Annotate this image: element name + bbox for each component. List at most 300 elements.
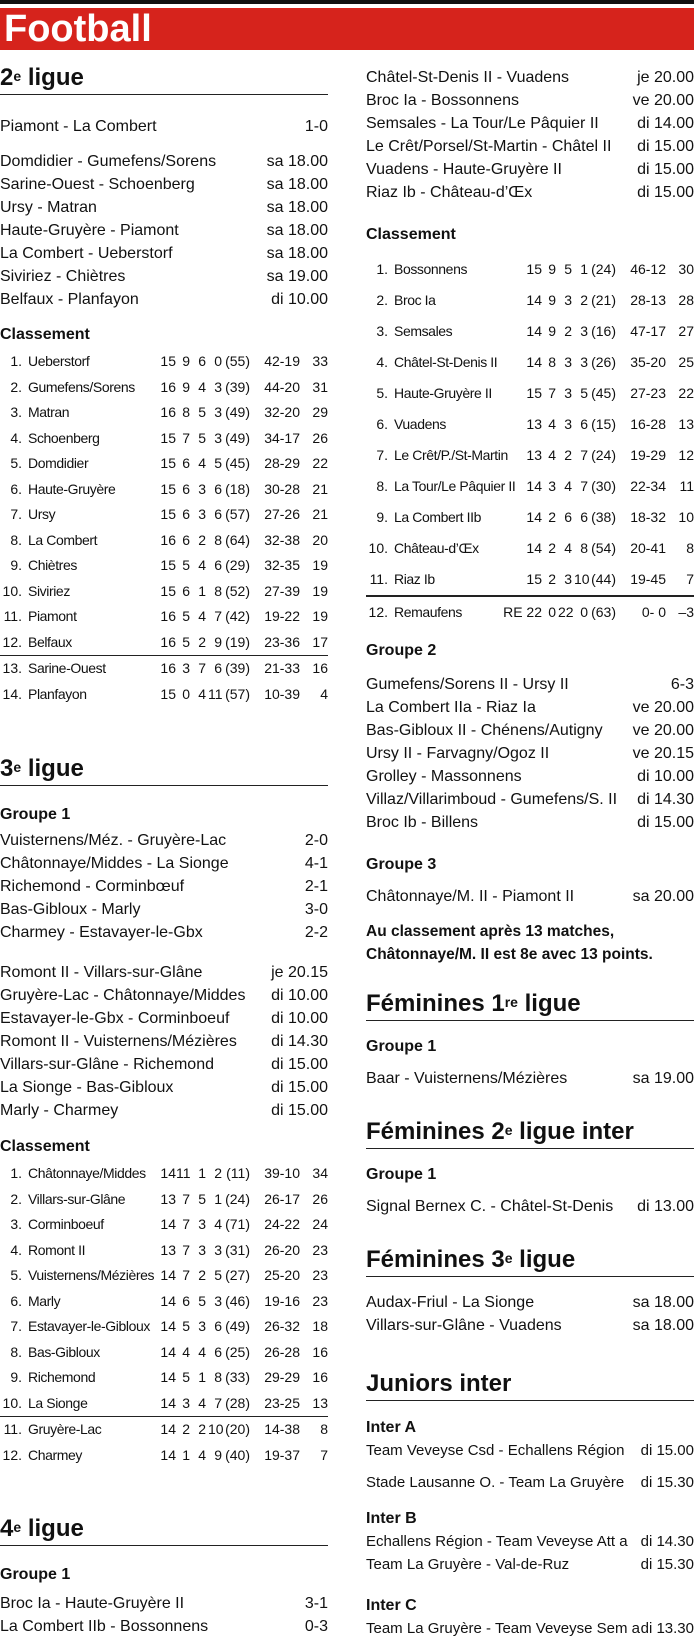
standings-l: 8	[580, 540, 588, 556]
standings-goals: 26-32	[264, 1318, 300, 1334]
juniors-c-fixtures	[366, 1617, 694, 1640]
standings-pts: 16	[312, 660, 328, 676]
match-teams: Audax-Friul - La Sionge	[366, 1294, 535, 1311]
match-value: 6-3	[670, 676, 694, 693]
standings-pen: (26)	[591, 354, 616, 370]
standings-team: Gumefens/Sorens	[28, 378, 135, 395]
ligue4-results	[0, 1592, 328, 1638]
standings-pen: (24)	[225, 1190, 250, 1207]
standings-d: 3	[564, 571, 572, 587]
standings-row	[366, 533, 694, 564]
standings-pen: (40)	[225, 1446, 250, 1463]
match-row	[366, 112, 694, 135]
standings-p: 14	[160, 1165, 176, 1181]
juniors-a-fixtures	[366, 1439, 694, 1494]
standings-row	[0, 682, 328, 708]
standings-w: 4	[548, 447, 556, 463]
standings-n: 7.	[10, 1318, 22, 1334]
match-teams: Grolley - Massonnens	[366, 768, 522, 785]
match-row	[366, 181, 694, 204]
standings-p: 14	[526, 478, 542, 494]
standings-pts: 27	[678, 323, 694, 339]
match-teams: Bas-Gibloux II - Chénens/Autigny	[366, 722, 603, 739]
match-value: ve 20.00	[632, 722, 694, 739]
standings-p: 14	[160, 1267, 176, 1283]
standings-l: 10	[574, 571, 590, 587]
standings-goals: 21-33	[264, 660, 300, 676]
standings-team: La Tour/Le Pâquier II	[394, 478, 516, 494]
standings-team: La Sionge	[28, 1394, 88, 1411]
standings-w: 7	[182, 1267, 190, 1283]
standings-pts: 19	[312, 582, 328, 599]
match-value: di 15.00	[271, 1102, 328, 1119]
standings-goals: 32-20	[264, 404, 300, 420]
match-row	[366, 1314, 694, 1337]
match-row	[0, 1099, 328, 1122]
standings-goals: 47-17	[630, 323, 666, 339]
ligue2-classement-label: Classement	[0, 326, 90, 343]
standings-pen: (57)	[225, 685, 250, 702]
standings-n: 12.	[2, 633, 22, 650]
standings-l: 5	[214, 1267, 222, 1283]
match-row	[0, 898, 328, 921]
standings-team: Château-d’Œx	[394, 540, 479, 556]
standings-n: 3.	[10, 1216, 22, 1232]
standings-row	[366, 254, 694, 285]
standings-row	[366, 502, 694, 533]
standings-team: La Combert	[28, 531, 98, 548]
standings-w: 6	[182, 455, 190, 471]
standings-n: 1.	[10, 1165, 22, 1181]
match-value: ve 20.15	[632, 745, 694, 762]
standings-w: 5	[182, 1318, 190, 1334]
standings-p: 15	[160, 480, 176, 497]
standings-pts: 24	[312, 1216, 328, 1232]
heading-juniors-inter: Juniors inter	[366, 1370, 694, 1401]
standings-pen: (11)	[226, 1165, 250, 1181]
standings-team: Le Crêt/P./St-Martin	[394, 447, 508, 463]
standings-pts: 13	[312, 1394, 328, 1411]
juniors-inter-a: Inter A	[366, 1419, 417, 1436]
standings-team: Ursy	[28, 506, 56, 522]
standings-l: 1	[214, 1190, 222, 1207]
standings-l: 6	[214, 660, 222, 676]
standings-w: 9	[548, 323, 556, 339]
standings-n: 8.	[10, 531, 22, 548]
match-row	[0, 1030, 328, 1053]
standings-d: 4	[198, 378, 206, 395]
standings-n: 5.	[10, 455, 22, 471]
standings-d: 4	[198, 1446, 206, 1463]
match-teams: Semsales - La Tour/Le Pâquier II	[366, 115, 599, 132]
match-value: 3-0	[304, 901, 328, 918]
standings-goals: 20-41	[630, 540, 666, 556]
note-line-2: Châtonnaye/M. II est 8e avec 13 points.	[366, 946, 653, 963]
match-value: di 15.30	[640, 1556, 694, 1573]
standings-goals: 35-20	[630, 354, 666, 370]
standings-row	[0, 630, 328, 657]
standings-pts: 7	[320, 1446, 328, 1463]
standings-p: 15	[160, 455, 176, 471]
match-value: sa 18.00	[266, 245, 328, 262]
standings-pen: (45)	[591, 385, 616, 401]
standings-goals: 34-17	[264, 429, 300, 446]
match-teams: Villars-sur-Glâne - Richemond	[0, 1056, 214, 1073]
match-row	[0, 852, 328, 875]
standings-p: 13	[526, 447, 542, 463]
match-row	[366, 1195, 694, 1218]
match-value: sa 18.00	[266, 222, 328, 239]
standings-d: 3	[198, 1216, 206, 1232]
standings-pts: 19	[312, 557, 328, 573]
standings-team: Semsales	[394, 323, 453, 339]
standings-n: 12.	[2, 1446, 22, 1463]
standings-p: 14	[160, 1394, 176, 1411]
standings-pts: 7	[686, 571, 694, 587]
standings-d: 4	[198, 1343, 206, 1360]
standings-row	[0, 553, 328, 579]
standings-n: 1.	[376, 261, 388, 277]
standings-pen: (30)	[591, 478, 616, 494]
standings-p: 13	[526, 416, 542, 432]
standings-n: 8.	[376, 478, 388, 494]
match-teams: Châtonnaye/M. II - Piamont II	[366, 888, 575, 905]
standings-goals: 16-28	[630, 416, 666, 432]
standings-n: 11.	[3, 1421, 22, 1437]
standings-w: 5	[182, 608, 190, 624]
match-row	[366, 696, 694, 719]
standings-n: 6.	[10, 480, 22, 497]
standings-l: 0	[214, 353, 222, 369]
match-row	[366, 885, 694, 908]
standings-n: 10.	[2, 1394, 22, 1411]
standings-team: Ueberstorf	[28, 353, 90, 369]
match-value: 0-3	[304, 1618, 328, 1635]
match-row	[366, 788, 694, 811]
match-teams: Le Crêt/Porsel/St-Martin - Châtel II	[366, 138, 612, 155]
heading-4e-ligue: 4e ligue	[0, 1515, 328, 1546]
standings-l: 3	[214, 378, 222, 395]
standings-goals: 26-20	[264, 1241, 300, 1258]
standings-row	[366, 316, 694, 347]
standings-d: 1	[198, 582, 206, 599]
match-row	[0, 829, 328, 852]
standings-n: 2.	[376, 292, 388, 308]
standings-goals: 32-35	[264, 557, 300, 573]
standings-pen: (39)	[225, 378, 250, 395]
match-teams: Riaz Ib - Château-d’Œx	[366, 184, 533, 201]
standings-row	[0, 502, 328, 528]
ligue4-g3-note	[366, 920, 694, 966]
ligue4-classement-label: Classement	[366, 226, 456, 243]
ligue3-standings	[0, 1161, 328, 1468]
standings-team: Schoenberg	[28, 429, 100, 446]
standings-pen: (19)	[225, 633, 250, 650]
standings-p: 15	[526, 571, 542, 587]
standings-w: 8	[182, 404, 190, 420]
standings-goals: 27-23	[630, 385, 666, 401]
standings-w: 1	[182, 1446, 190, 1463]
standings-n: 5.	[376, 385, 388, 401]
standings-team: Charmey	[28, 1446, 82, 1463]
standings-goals: 26-17	[264, 1190, 300, 1207]
standings-pts: 8	[686, 540, 694, 556]
standings-d: 2	[564, 323, 572, 339]
ligue3-groupe: Groupe 1	[0, 806, 71, 823]
ligue4-fixtures	[366, 66, 694, 204]
standings-w: 11	[176, 1165, 191, 1181]
standings-row	[0, 604, 328, 630]
standings-p: 16	[160, 378, 176, 395]
match-teams: Team La Gruyère - Team Veveyse Sem a	[366, 1620, 641, 1637]
standings-team: Vuadens	[394, 416, 446, 432]
match-teams: Gruyère-Lac - Châtonnaye/Middes	[0, 987, 246, 1004]
standings-d: 4	[198, 608, 206, 624]
standings-pen: (44)	[591, 571, 616, 587]
heading-feminines-3e: Féminines 3e ligue	[366, 1246, 694, 1277]
standings-team: Sarine-Ouest	[28, 660, 106, 676]
standings-p: 14	[160, 1343, 176, 1360]
match-row	[366, 1530, 694, 1553]
match-row	[366, 673, 694, 696]
match-value: di 13.30	[640, 1620, 694, 1637]
standings-pts: 22	[312, 455, 328, 471]
ligue4-g2-fixtures	[366, 696, 694, 834]
standings-n: 14.	[2, 685, 22, 702]
match-row	[366, 158, 694, 181]
match-teams: La Sionge - Bas-Gibloux	[0, 1079, 174, 1096]
standings-row	[0, 528, 328, 554]
fem2-fixtures	[366, 1195, 694, 1218]
standings-pen: (57)	[225, 506, 250, 522]
match-value: je 20.15	[271, 964, 328, 981]
standings-team: Haute-Gruyère II	[394, 385, 492, 401]
standings-d: 2	[198, 531, 206, 548]
standings-team: Romont II	[28, 1241, 86, 1258]
match-teams: Bas-Gibloux - Marly	[0, 901, 141, 918]
standings-l: 7	[214, 1394, 222, 1411]
match-value: di 10.00	[271, 987, 328, 1004]
match-value: 2-1	[304, 878, 328, 895]
standings-pts: 29	[312, 404, 328, 420]
standings-pts: 33	[312, 353, 328, 369]
match-teams: Stade Lausanne O. - Team La Gruyère	[366, 1474, 625, 1491]
standings-goals: 44-20	[264, 378, 300, 395]
standings-n: 10.	[368, 540, 388, 556]
standings-pts: 21	[312, 506, 328, 522]
match-value: sa 18.00	[632, 1294, 694, 1311]
standings-l: 3	[214, 404, 222, 420]
standings-d: 3	[198, 480, 206, 497]
standings-team: Remaufens	[394, 604, 462, 620]
standings-p: 16	[160, 404, 176, 420]
standings-row	[0, 400, 328, 426]
standings-team: Matran	[28, 404, 70, 420]
standings-pts: 34	[312, 1165, 328, 1181]
standings-n: 11.	[3, 608, 22, 624]
standings-l: 7	[580, 478, 588, 494]
standings-w: 9	[548, 261, 556, 277]
standings-l: 6	[214, 557, 222, 573]
standings-l: 1	[580, 261, 588, 277]
standings-l: 11	[208, 685, 223, 702]
match-row	[0, 288, 328, 311]
fem1-fixtures	[366, 1067, 694, 1090]
standings-team: Riaz Ib	[394, 571, 435, 587]
standings-n: 10.	[2, 582, 22, 599]
standings-d: 7	[198, 660, 206, 676]
standings-pen: (24)	[591, 261, 616, 277]
standings-n: 6.	[376, 416, 388, 432]
standings-d: 5	[564, 261, 572, 277]
standings-l: 0	[580, 604, 588, 620]
standings-n: 3.	[376, 323, 388, 339]
standings-goals: 19-16	[264, 1292, 300, 1309]
match-value: 1-0	[304, 118, 328, 135]
match-row	[366, 719, 694, 742]
standings-pen: (38)	[591, 509, 616, 525]
standings-pen: (46)	[225, 1292, 250, 1309]
match-teams: Villars-sur-Glâne - Vuadens	[366, 1317, 562, 1334]
top-rule	[0, 0, 694, 4]
standings-team: Broc Ia	[394, 292, 436, 308]
standings-team: Planfayon	[28, 685, 87, 702]
ligue4-g2-results	[366, 673, 694, 696]
match-row	[0, 1053, 328, 1076]
standings-team: Belfaux	[28, 633, 72, 650]
standings-p: 14	[526, 509, 542, 525]
standings-w: 3	[182, 1394, 190, 1411]
standings-d: 3	[564, 292, 572, 308]
standings-team: Gruyère-Lac	[28, 1421, 102, 1437]
match-teams: Piamont - La Combert	[0, 118, 157, 135]
standings-pen: (31)	[225, 1241, 250, 1258]
standings-w: 7	[182, 1241, 190, 1258]
standings-w: 0	[548, 604, 556, 620]
match-value: sa 18.00	[632, 1317, 694, 1334]
standings-w: 3	[548, 478, 556, 494]
standings-l: 4	[214, 1216, 222, 1232]
standings-l: 2	[580, 292, 588, 308]
match-row	[0, 1592, 328, 1615]
standings-pen: (64)	[225, 531, 250, 548]
standings-p: 14	[526, 354, 542, 370]
juniors-inter-c: Inter C	[366, 1597, 417, 1614]
standings-row	[0, 1314, 328, 1340]
match-teams: Marly - Charmey	[0, 1102, 119, 1119]
standings-l: 8	[214, 582, 222, 599]
standings-d: 3	[564, 385, 572, 401]
ligue4-standings	[366, 254, 694, 628]
ligue2-standings	[0, 349, 328, 707]
banner-title: Football	[4, 8, 152, 50]
standings-n: 11.	[369, 571, 388, 587]
match-teams: Broc Ia - Haute-Gruyère II	[0, 1595, 185, 1612]
standings-w: 4	[548, 416, 556, 432]
standings-n: 7.	[376, 447, 388, 463]
standings-team: Châtel-St-Denis II	[394, 354, 498, 370]
standings-pen: (27)	[225, 1267, 250, 1283]
standings-d: 3	[198, 1241, 206, 1258]
match-teams: Ursy - Matran	[0, 199, 97, 216]
standings-goals: 23-25	[264, 1394, 300, 1411]
standings-pen: (18)	[225, 480, 250, 497]
heading-feminines-1re: Féminines 1re ligue	[366, 990, 694, 1021]
standings-pts: 11	[679, 478, 694, 494]
standings-p: 14	[526, 540, 542, 556]
standings-pts: 23	[312, 1267, 328, 1283]
standings-l: 6	[214, 480, 222, 497]
standings-p: 15	[160, 506, 176, 522]
standings-n: 9.	[376, 509, 388, 525]
standings-row	[366, 378, 694, 409]
standings-goals: 46-12	[630, 261, 666, 277]
match-teams: La Combert IIb - Bossonnens	[0, 1618, 209, 1635]
match-row	[0, 961, 328, 984]
match-teams: Ursy II - Farvagny/Ogoz II	[366, 745, 550, 762]
standings-pts: 30	[678, 261, 694, 277]
match-row	[366, 66, 694, 89]
juniors-b-fixtures	[366, 1530, 694, 1576]
standings-w: 9	[548, 292, 556, 308]
standings-pen: (16)	[591, 323, 616, 339]
heading-2e-ligue: 2e ligue	[0, 64, 328, 95]
match-value: sa 18.00	[266, 199, 328, 216]
standings-d: 4	[564, 478, 572, 494]
match-teams: Belfaux - Planfayon	[0, 291, 139, 308]
standings-pen: (24)	[591, 447, 616, 463]
standings-d: 2	[198, 1267, 206, 1283]
standings-pts: 28	[678, 292, 694, 308]
standings-w: 6	[182, 506, 190, 522]
match-row	[0, 219, 328, 242]
standings-p: 15	[160, 685, 176, 702]
standings-row	[0, 451, 328, 477]
standings-row	[0, 1340, 328, 1366]
standings-pen: (49)	[225, 404, 250, 420]
standings-pen: (54)	[591, 540, 616, 556]
standings-goals: 10-39	[264, 685, 300, 702]
match-row	[0, 1007, 328, 1030]
standings-team: Vuisternens/Mézières	[28, 1267, 155, 1283]
standings-p: 15	[160, 582, 176, 599]
standings-row	[0, 1161, 328, 1187]
standings-l: 6	[214, 506, 222, 522]
standings-team: Chiètres	[28, 557, 77, 573]
match-value: sa 18.00	[266, 176, 328, 193]
match-teams: Domdidier - Gumefens/Sorens	[0, 153, 217, 170]
standings-goals: 27-39	[264, 582, 300, 599]
match-row	[366, 1291, 694, 1314]
match-teams: Romont II - Villars-sur-Glâne	[0, 964, 203, 981]
standings-row	[0, 1443, 328, 1469]
standings-row	[0, 1187, 328, 1213]
ligue4-groupe2: Groupe 2	[366, 642, 437, 659]
standings-d: 4	[198, 455, 206, 471]
match-value: di 10.00	[271, 1010, 328, 1027]
match-teams: Charmey - Estavayer-le-Gbx	[0, 924, 203, 941]
match-row	[0, 115, 328, 138]
standings-w: 2	[548, 540, 556, 556]
standings-pen: (49)	[225, 429, 250, 446]
standings-p: 14	[160, 1318, 176, 1334]
standings-p: 15	[526, 385, 542, 401]
standings-l: 6	[580, 509, 588, 525]
standings-n: 1.	[10, 353, 22, 369]
heading-feminines-2e: Féminines 2e ligue inter	[366, 1118, 694, 1149]
standings-goals: 23-36	[264, 633, 300, 650]
standings-w: 9	[182, 353, 190, 369]
